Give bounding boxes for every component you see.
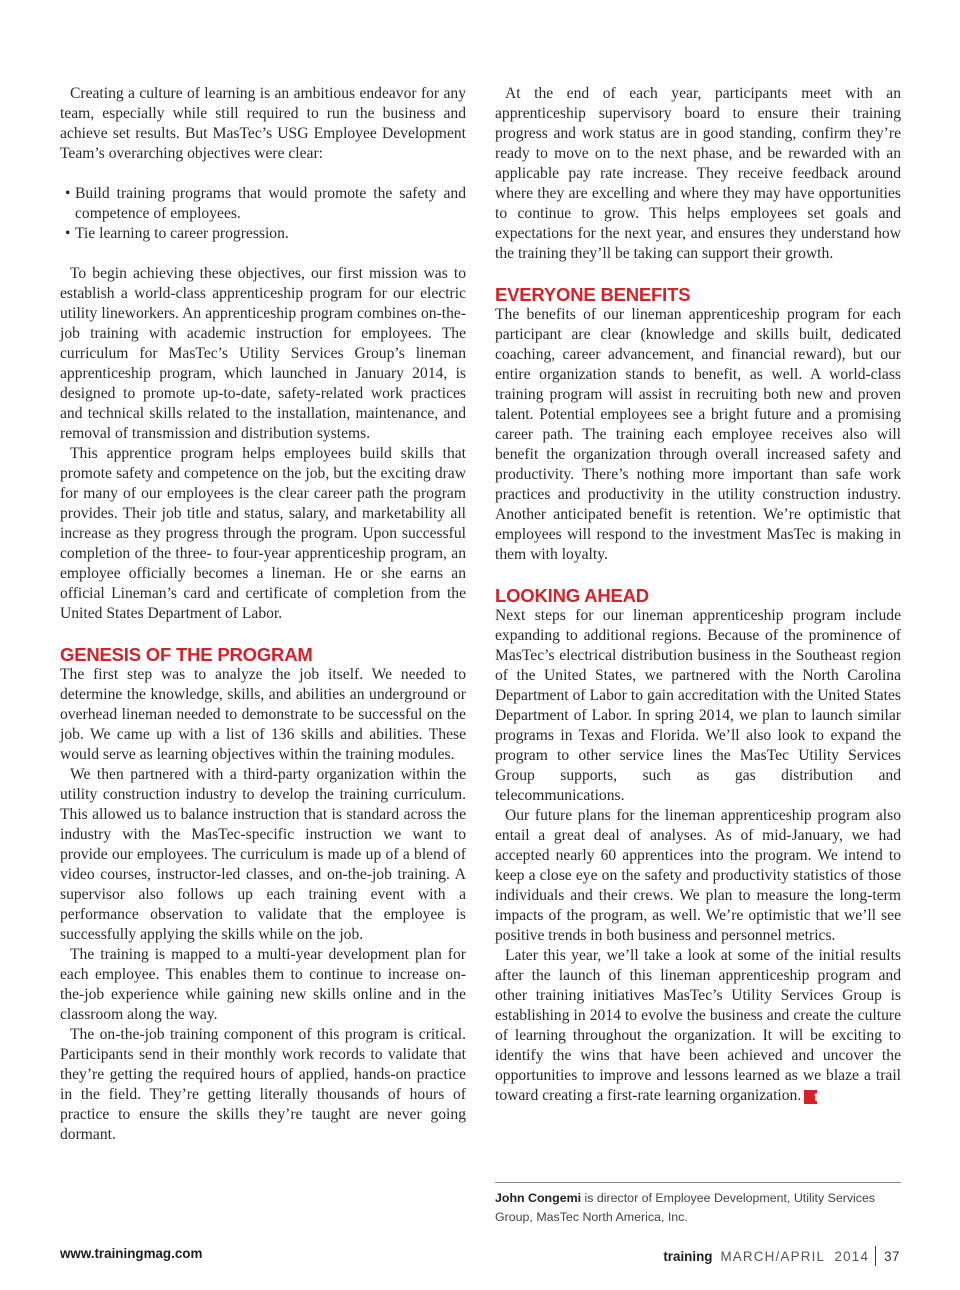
section-heading-benefits: EVERYONE BENEFITS bbox=[495, 284, 691, 305]
left-column bbox=[60, 84, 466, 1145]
footer-website[interactable]: www.trainingmag.com bbox=[60, 1246, 203, 1261]
magazine-brand: training bbox=[663, 1248, 713, 1264]
author-name: John Congemi bbox=[495, 1191, 582, 1205]
objective-item: • Build training programs that would promote the safety and competence of employees. bbox=[60, 184, 466, 224]
body-paragraph: To begin achieving these objectives, our first mission was to establish a world-class apprenticeship program for our electric utility lineworkers. An apprenticeship program combines on-the-job training with academic instruction for employees. The curriculum for MasTec’s Utility Services Group’s lineman apprenticeship program, which launched in January 2014, is designed to promote up-to-date, safety-related work practices and technical skills related to the installation, maintenance, and removal of transmission and distribution systems. bbox=[60, 265, 466, 442]
footer-divider bbox=[875, 1246, 876, 1266]
body-paragraph: The on-the-job training component of this program is critical. Participants send in their monthly work records to validate that they’re getting the required hours of applied, hands-on practice in the field. They’re getting literally thousands of hours of practice to ensure the skills they’re taught are never going dormant. bbox=[60, 1026, 466, 1143]
objective-item: • Tie learning to career progression. bbox=[60, 224, 466, 244]
right-column bbox=[495, 84, 901, 1106]
intro-paragraph: Creating a culture of learning is an ambitious endeavor for any team, especially while still required to run the business and achieve set results. But MasTec’s USG Employee Development Team’s overarching objectives were clear: bbox=[60, 85, 466, 162]
body-paragraph bbox=[495, 946, 901, 1106]
body-paragraph: We then partnered with a third-party organization within the utility construction industry to develop the training curriculum. This allowed us to balance instruction that is standard across the industry with the MasTec-specific instruction we want to provide our employees. The curriculum is made up of a blend of video courses, instructor-led classes, and on-the-job training. A supervisor also follows up each training event with a performance observation to validate that the employee is successfully applying the skills while on the job. bbox=[60, 766, 466, 943]
body-paragraph: At the end of each year, participants meet with an apprenticeship supervisory board to ensure their training progress and work status are in good standing, confirm they’re ready to move on to the next phase, and be rewarded with an applicable pay rate increase. They receive feedback around where they are excelling and where they may have opportunities to continue to grow. This helps employees set goals and expectations for the next year, and ensures they understand how the training they’ll be taking can support their growth. bbox=[495, 85, 901, 262]
body-paragraph: The first step was to analyze the job itself. We needed to determine the knowledge, skills, and abilities an underground or overhead lineman needed to demonstrate to be successful on the job. We came up with a list of 136 skills and abilities. These would serve as learning objectives within the training modules. bbox=[60, 666, 466, 763]
page-footer bbox=[663, 1246, 900, 1266]
body-paragraph: This apprentice program helps employees build skills that promote safety and competence on the job, but the exciting draw for many of our employees is the clear career path the program provides. Their job title and status, salary, and marketability all increase as they progress through the program. Upon successful completion of the three- to four-year apprenticeship program, an employee officially becomes a lineman. He or she earns an official Lineman’s card and certificate of completion from the United States Department of Labor. bbox=[60, 445, 466, 622]
section-heading-looking-ahead: LOOKING AHEAD bbox=[495, 585, 649, 606]
objectives-list bbox=[60, 184, 466, 244]
end-of-article-icon: t bbox=[804, 1090, 817, 1104]
author-bio bbox=[495, 1182, 901, 1227]
body-paragraph: Next steps for our lineman apprenticeship program include expanding to additional regions. Because of the prominence of MasTec’s electrical distribution business in the Southeast region of the United States, we partnered with the North Carolina Department of Labor to gain accreditation with the United States Department of Labor. In spring 2014, we plan to launch similar programs in Texas and Florida. We’ll also look to expand the program to other service lines the MasTec Utility Services Group supports, such as gas distribution and telecommunications. bbox=[495, 607, 901, 804]
issue-date: MARCH/APRIL 2014 bbox=[720, 1248, 870, 1264]
page-number: 37 bbox=[884, 1248, 900, 1264]
body-paragraph: Our future plans for the lineman apprenticeship program also entail a great deal of analyses. As of mid-January, we had accepted nearly 60 apprentices into the program. We intend to keep a close eye on the safety and productivity statistics of those individuals and their crews. We plan to measure the long-term impacts of the program, as well. We’re optimistic that we’ll see positive trends in both business and personnel metrics. bbox=[495, 807, 901, 944]
author-description: is director of Employee Development, Utility Services Group, MasTec North America, Inc. bbox=[495, 1191, 876, 1224]
closing-text: Later this year, we’ll take a look at some of the initial results after the launch of this lineman apprenticeship program and other training initiatives MasTec’s Utility Services Group is establishing in 2014 to evolve the business and create the culture of learning throughout the organization. It will be exciting to identify the wins that have been achieved and uncover the opportunities to improve and lessons learned as we blaze a trail toward creating a first-rate learning organization. bbox=[495, 947, 901, 1104]
section-heading-genesis: GENESIS OF THE PROGRAM bbox=[60, 644, 313, 665]
body-paragraph: The benefits of our lineman apprenticeship program for each participant are clear (knowledge and skills built, dedicated coaching, career advancement, and financial reward), but our entire organization stands to benefit, as well. A world-class training program will assist in recruiting both new and proven talent. Potential employees see a bright future and a promising career path. The training each employee receives also will benefit the organization through overall increased safety and productivity. There’s nothing more important than safe work practices and productivity in the utility construction industry. Another anticipated benefit is retention. We’re optimistic that employees will respond to the investment MasTec is making in them with loyalty. bbox=[495, 306, 901, 563]
body-paragraph: The training is mapped to a multi-year development plan for each employee. This enables them to continue to increase on-the-job experience while gaining new skills online and in the classroom along the way. bbox=[60, 946, 466, 1023]
